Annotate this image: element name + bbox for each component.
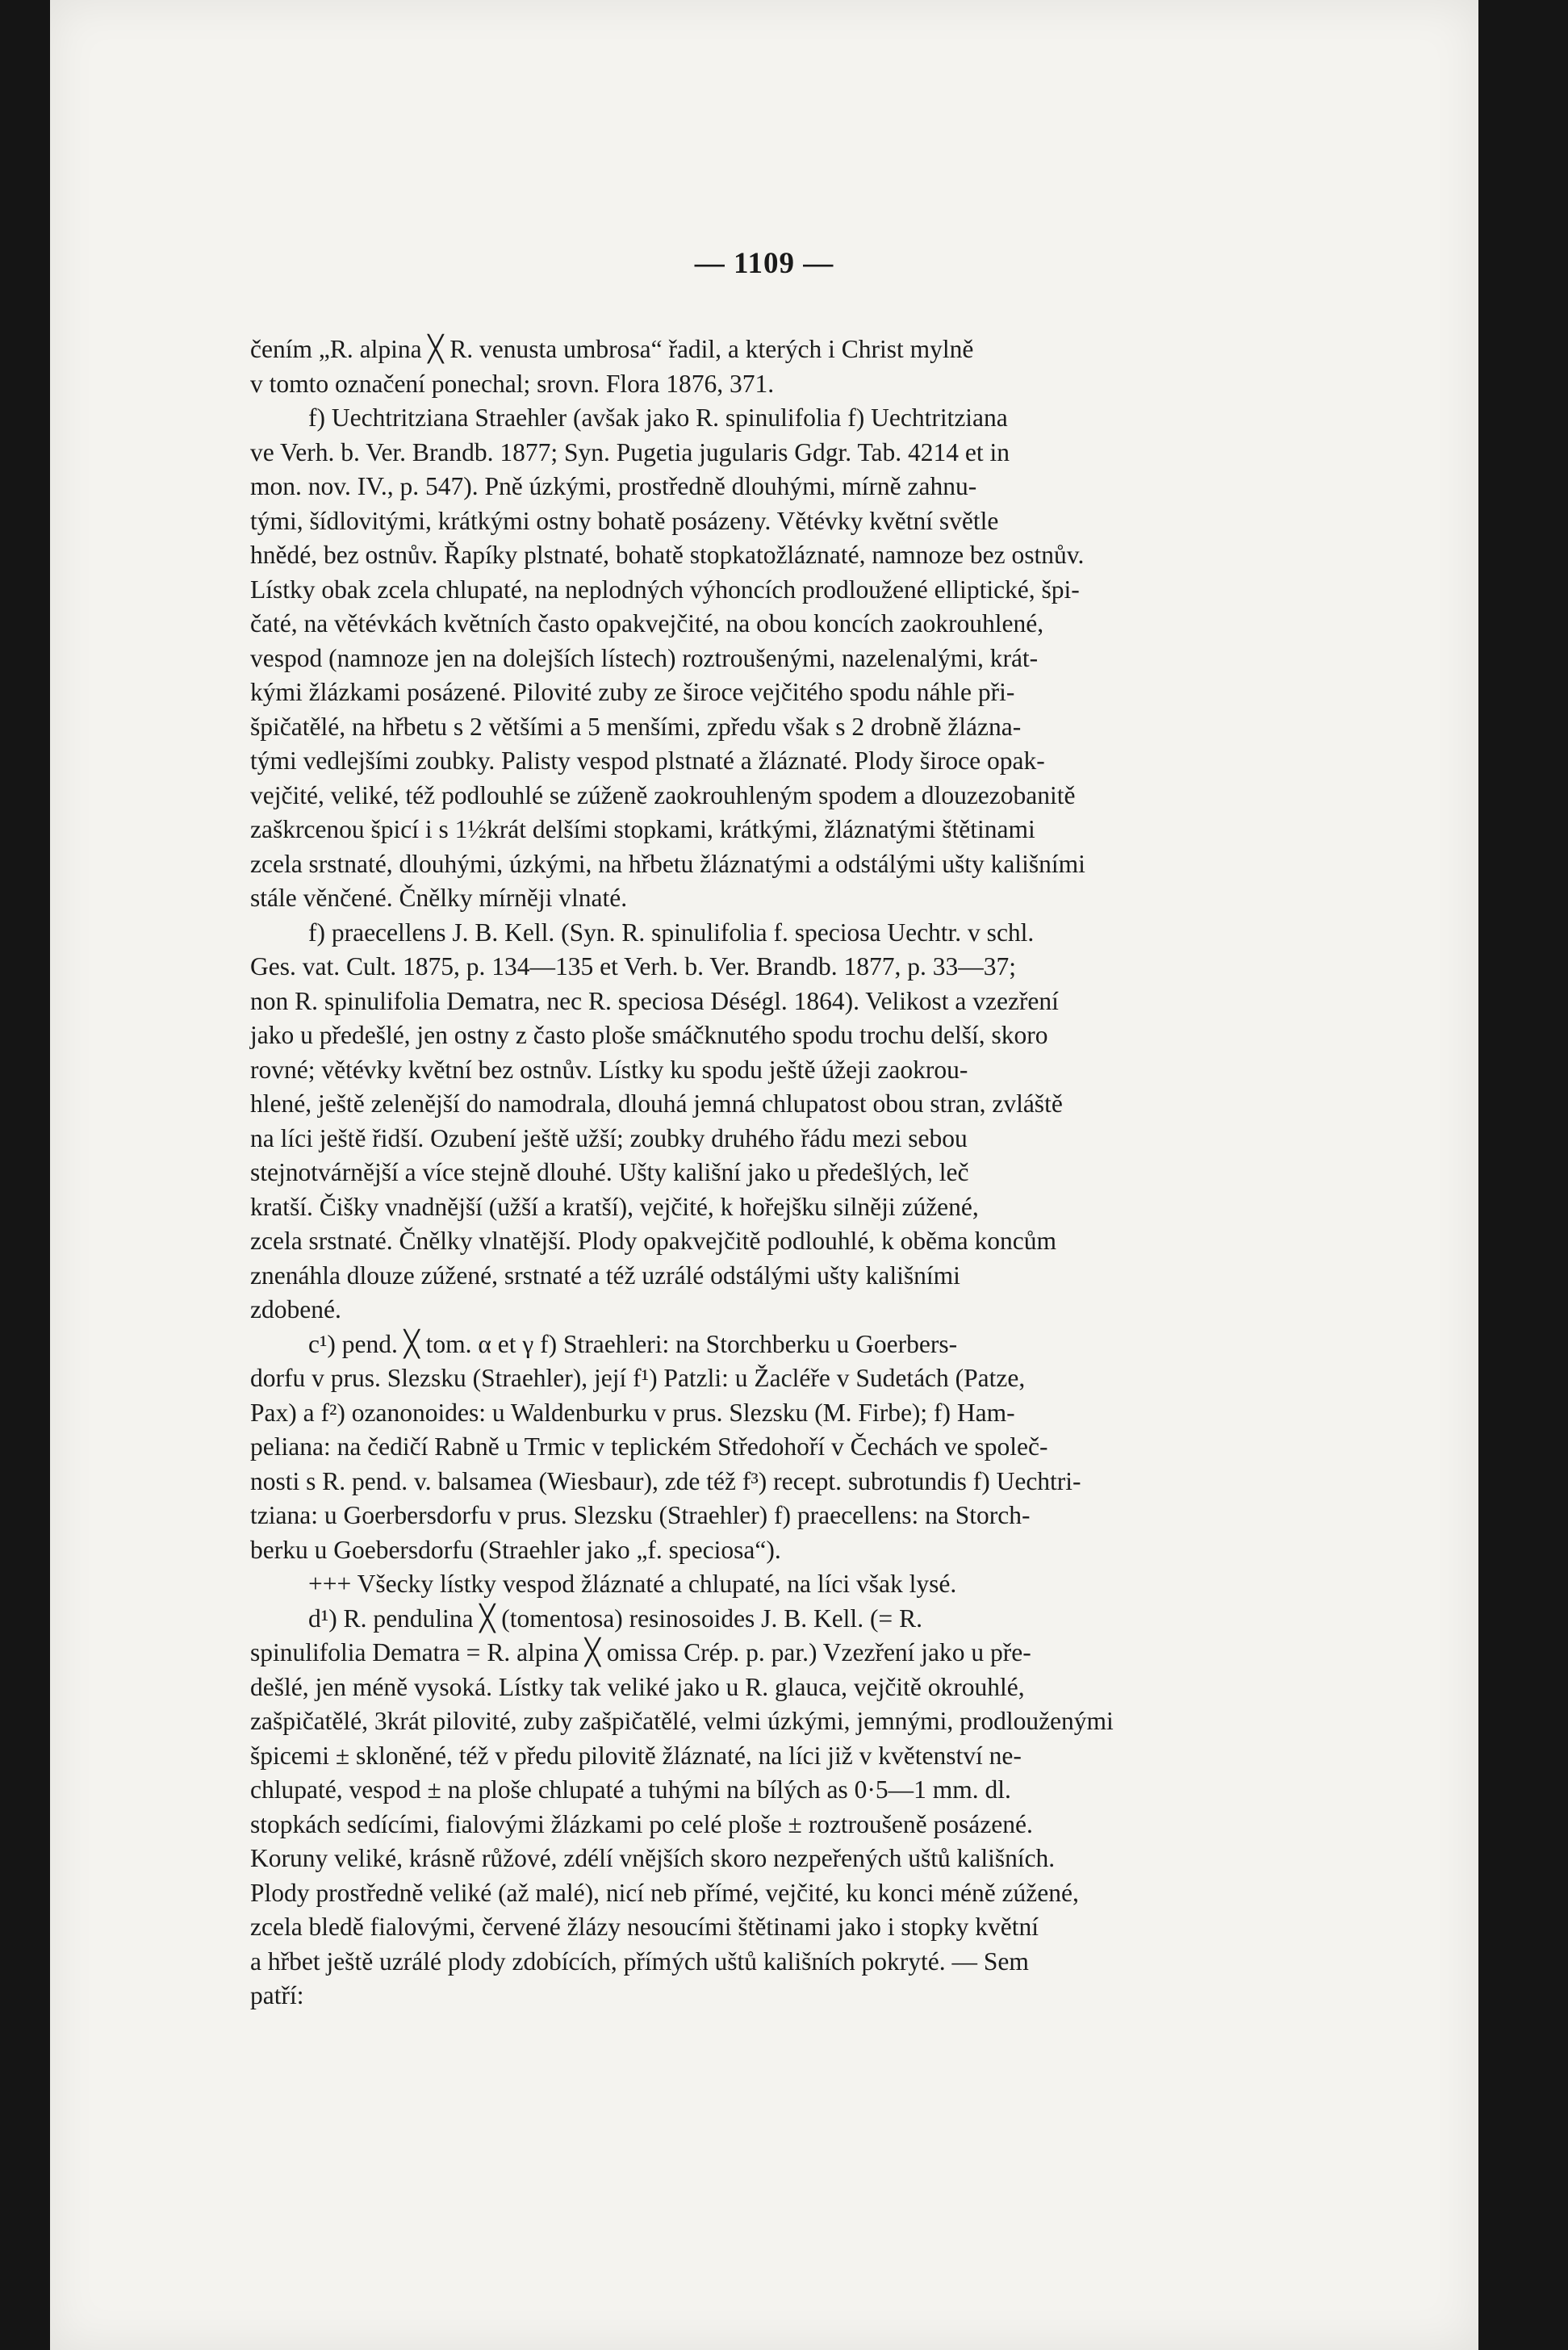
- text-line: a hřbet ještě uzrálé plody zdobících, přímých uštů kališních pokryté. — Sem: [250, 1946, 1029, 1976]
- text-line: dešlé, jen méně vysoká. Lístky tak veliké jako u R. glauca, vejčitě okrouhlé,: [250, 1672, 1025, 1701]
- text-line: stopkách sedícími, fialovými žlázkami po celé ploše ± roztroušeně posázené.: [250, 1809, 1033, 1838]
- text-line: tými, šídlovitými, krátkými ostny bohatě posázeny. Větévky květní světle: [250, 506, 999, 535]
- left-scan-margin: [0, 0, 50, 2350]
- text-line: Lístky obak zcela chlupaté, na neplodných výhoncích prodloužené elliptické, špi-: [250, 575, 1080, 604]
- text-line: Ges. vat. Cult. 1875, p. 134—135 et Verh. b. Ver. Brandb. 1877, p. 33—37;: [250, 952, 1017, 981]
- hybrid-heading-line: c¹) pend. ╳ tom. α et γ f) Straehleri: na Storchberku u Goerbers-: [308, 1329, 958, 1358]
- text-line: špicemi ± skloněné, též v předu pilovitě žláznaté, na líci již v květenství ne-: [250, 1741, 1022, 1770]
- text-line: kratší. Čišky vnadnější (užší a kratší), vejčité, k hořejšku silněji zúžené,: [250, 1192, 979, 1221]
- text-line: dorfu v prus. Slezsku (Straehler), její f¹) Patzli: u Žacléře v Sudetách (Patze,: [250, 1364, 1026, 1392]
- right-scan-margin: [1478, 0, 1568, 2350]
- section-heading-line: +++ Všecky lístky vespod žláznaté a chlupaté, na líci však lysé.: [308, 1570, 957, 1598]
- text-line: zcela srstnaté, dlouhými, úzkými, na hřbetu žláznatými a odstálými ušty kališními: [250, 849, 1085, 878]
- text-line: spinulifolia Dematra = R. alpina ╳ omissa Crép. p. par.) Vzezření jako u pře-: [250, 1638, 1031, 1666]
- text-line: non R. spinulifolia Dematra, nec R. speciosa Déségl. 1864). Velikost a vzezření: [250, 986, 1059, 1015]
- text-line: čením „R. alpina ╳ R. venusta umbrosa“ řadil, a kterých i Christ mylně: [250, 335, 974, 363]
- text-line: peliana: na čedičí Rabně u Trmic v teplickém Středohoří v Čechách ve společ-: [250, 1432, 1048, 1461]
- text-line: tziana: u Goerbersdorfu v prus. Slezsku (Straehler) f) praecellens: na Storch-: [250, 1501, 1031, 1529]
- page-number: — 1109 —: [694, 247, 834, 280]
- text-line: zašpičatělé, 3krát pilovité, zuby zašpičatělé, velmi úzkými, jemnými, prodlouženými: [250, 1707, 1114, 1735]
- text-line: rovné; větévky květní bez ostnův. Lístky ku spodu ještě úžeji zaokrou-: [250, 1055, 968, 1084]
- text-line: jako u předešlé, jen ostny z často ploše smáčknutého spodu trochu delší, skoro: [250, 1021, 1048, 1049]
- text-line: zaškrcenou špicí i s 1½krát delšími stopkami, krátkými, žláznatými štětinami: [250, 815, 1035, 843]
- hybrid-heading-line: d¹) R. pendulina ╳ (tomentosa) resinosoides J. B. Kell. (= R.: [308, 1604, 922, 1633]
- variety-heading-line: f) Uechtritziana Straehler (avšak jako R. spinulifolia f) Uechtritziana: [308, 404, 1008, 432]
- text-line: v tomto označení ponechal; srovn. Flora 1876, 371.: [250, 369, 775, 398]
- text-line: stejnotvárnější a více stejně dlouhé. Ušty kališní jako u předešlých, leč: [250, 1158, 969, 1186]
- text-line: hlené, ještě zelenější do namodrala, dlouhá jemná chlupatost obou stran, zvláště: [250, 1089, 1063, 1118]
- text-line: Pax) a f²) ozanonoides: u Waldenburku v prus. Slezsku (M. Firbe); f) Ham-: [250, 1398, 1015, 1427]
- text-line: nosti s R. pend. v. balsamea (Wiesbaur), zde též f³) recept. subrotundis f) Uechtri-: [250, 1466, 1081, 1495]
- text-line: na líci ještě řidší. Ozubení ještě užší; zoubky druhého řádu mezi sebou: [250, 1123, 968, 1152]
- text-line: patří:: [250, 1981, 304, 2009]
- text-line: Plody prostředně veliké (až malé), nicí neb přímé, vejčité, ku konci méně zúžené,: [250, 1878, 1079, 1907]
- text-line: tými vedlejšími zoubky. Palisty vespod plstnaté a žláznaté. Plody široce opak-: [250, 746, 1045, 775]
- text-line: špičatělé, na hřbetu s 2 většími a 5 menšími, zpředu však s 2 drobně žlázna-: [250, 712, 1022, 741]
- text-line: stále věnčené. Čnělky mírněji vlnaté.: [250, 884, 628, 912]
- text-line: zcela bledě fialovými, červené žlázy nesoucími štětinami jako i stopky květní: [250, 1913, 1039, 1941]
- variety-heading-line: f) praecellens J. B. Kell. (Syn. R. spinulifolia f. speciosa Uechtr. v schl.: [308, 918, 1035, 947]
- text-line: hnědé, bez ostnův. Řapíky plstnaté, bohatě stopkatožláznaté, namnoze bez ostnův.: [250, 541, 1085, 569]
- book-page: [50, 0, 1478, 2350]
- text-line: kými žlázkami posázené. Pilovité zuby ze široce vejčitého spodu náhle při-: [250, 678, 1015, 706]
- text-line: Koruny veliké, krásně růžové, zdélí vnějších skoro nezpeřených uštů kališních.: [250, 1844, 1056, 1872]
- text-line: vejčité, veliké, též podlouhlé se zúženě zaokrouhleným spodem a dlouzezobanitě: [250, 780, 1076, 809]
- text-line: zdobené.: [250, 1295, 341, 1323]
- body-text: [250, 332, 1346, 2013]
- text-line: znenáhla dlouze zúžené, srstnaté a též uzrálé odstálými ušty kališními: [250, 1261, 960, 1290]
- text-line: chlupaté, vespod ± na ploše chlupaté a tuhými na bílých as 0·5—1 mm. dl.: [250, 1775, 1011, 1804]
- text-line: mon. nov. IV., p. 547). Pně úzkými, prostředně dlouhými, mírně zahnu-: [250, 472, 977, 500]
- text-line: čaté, na větévkách květních často opakvejčité, na obou koncích zaokrouhlené,: [250, 609, 1044, 638]
- text-line: vespod (namnoze jen na dolejších lístech) roztroušenými, nazelenalými, krát-: [250, 643, 1039, 672]
- text-line: ve Verh. b. Ver. Brandb. 1877; Syn. Pugetia jugularis Gdgr. Tab. 4214 et in: [250, 437, 1010, 466]
- text-line: berku u Goebersdorfu (Straehler jako „f. speciosa“).: [250, 1535, 781, 1564]
- text-line: zcela srstnaté. Čnělky vlnatější. Plody opakvejčitě podlouhlé, k oběma koncům: [250, 1227, 1057, 1255]
